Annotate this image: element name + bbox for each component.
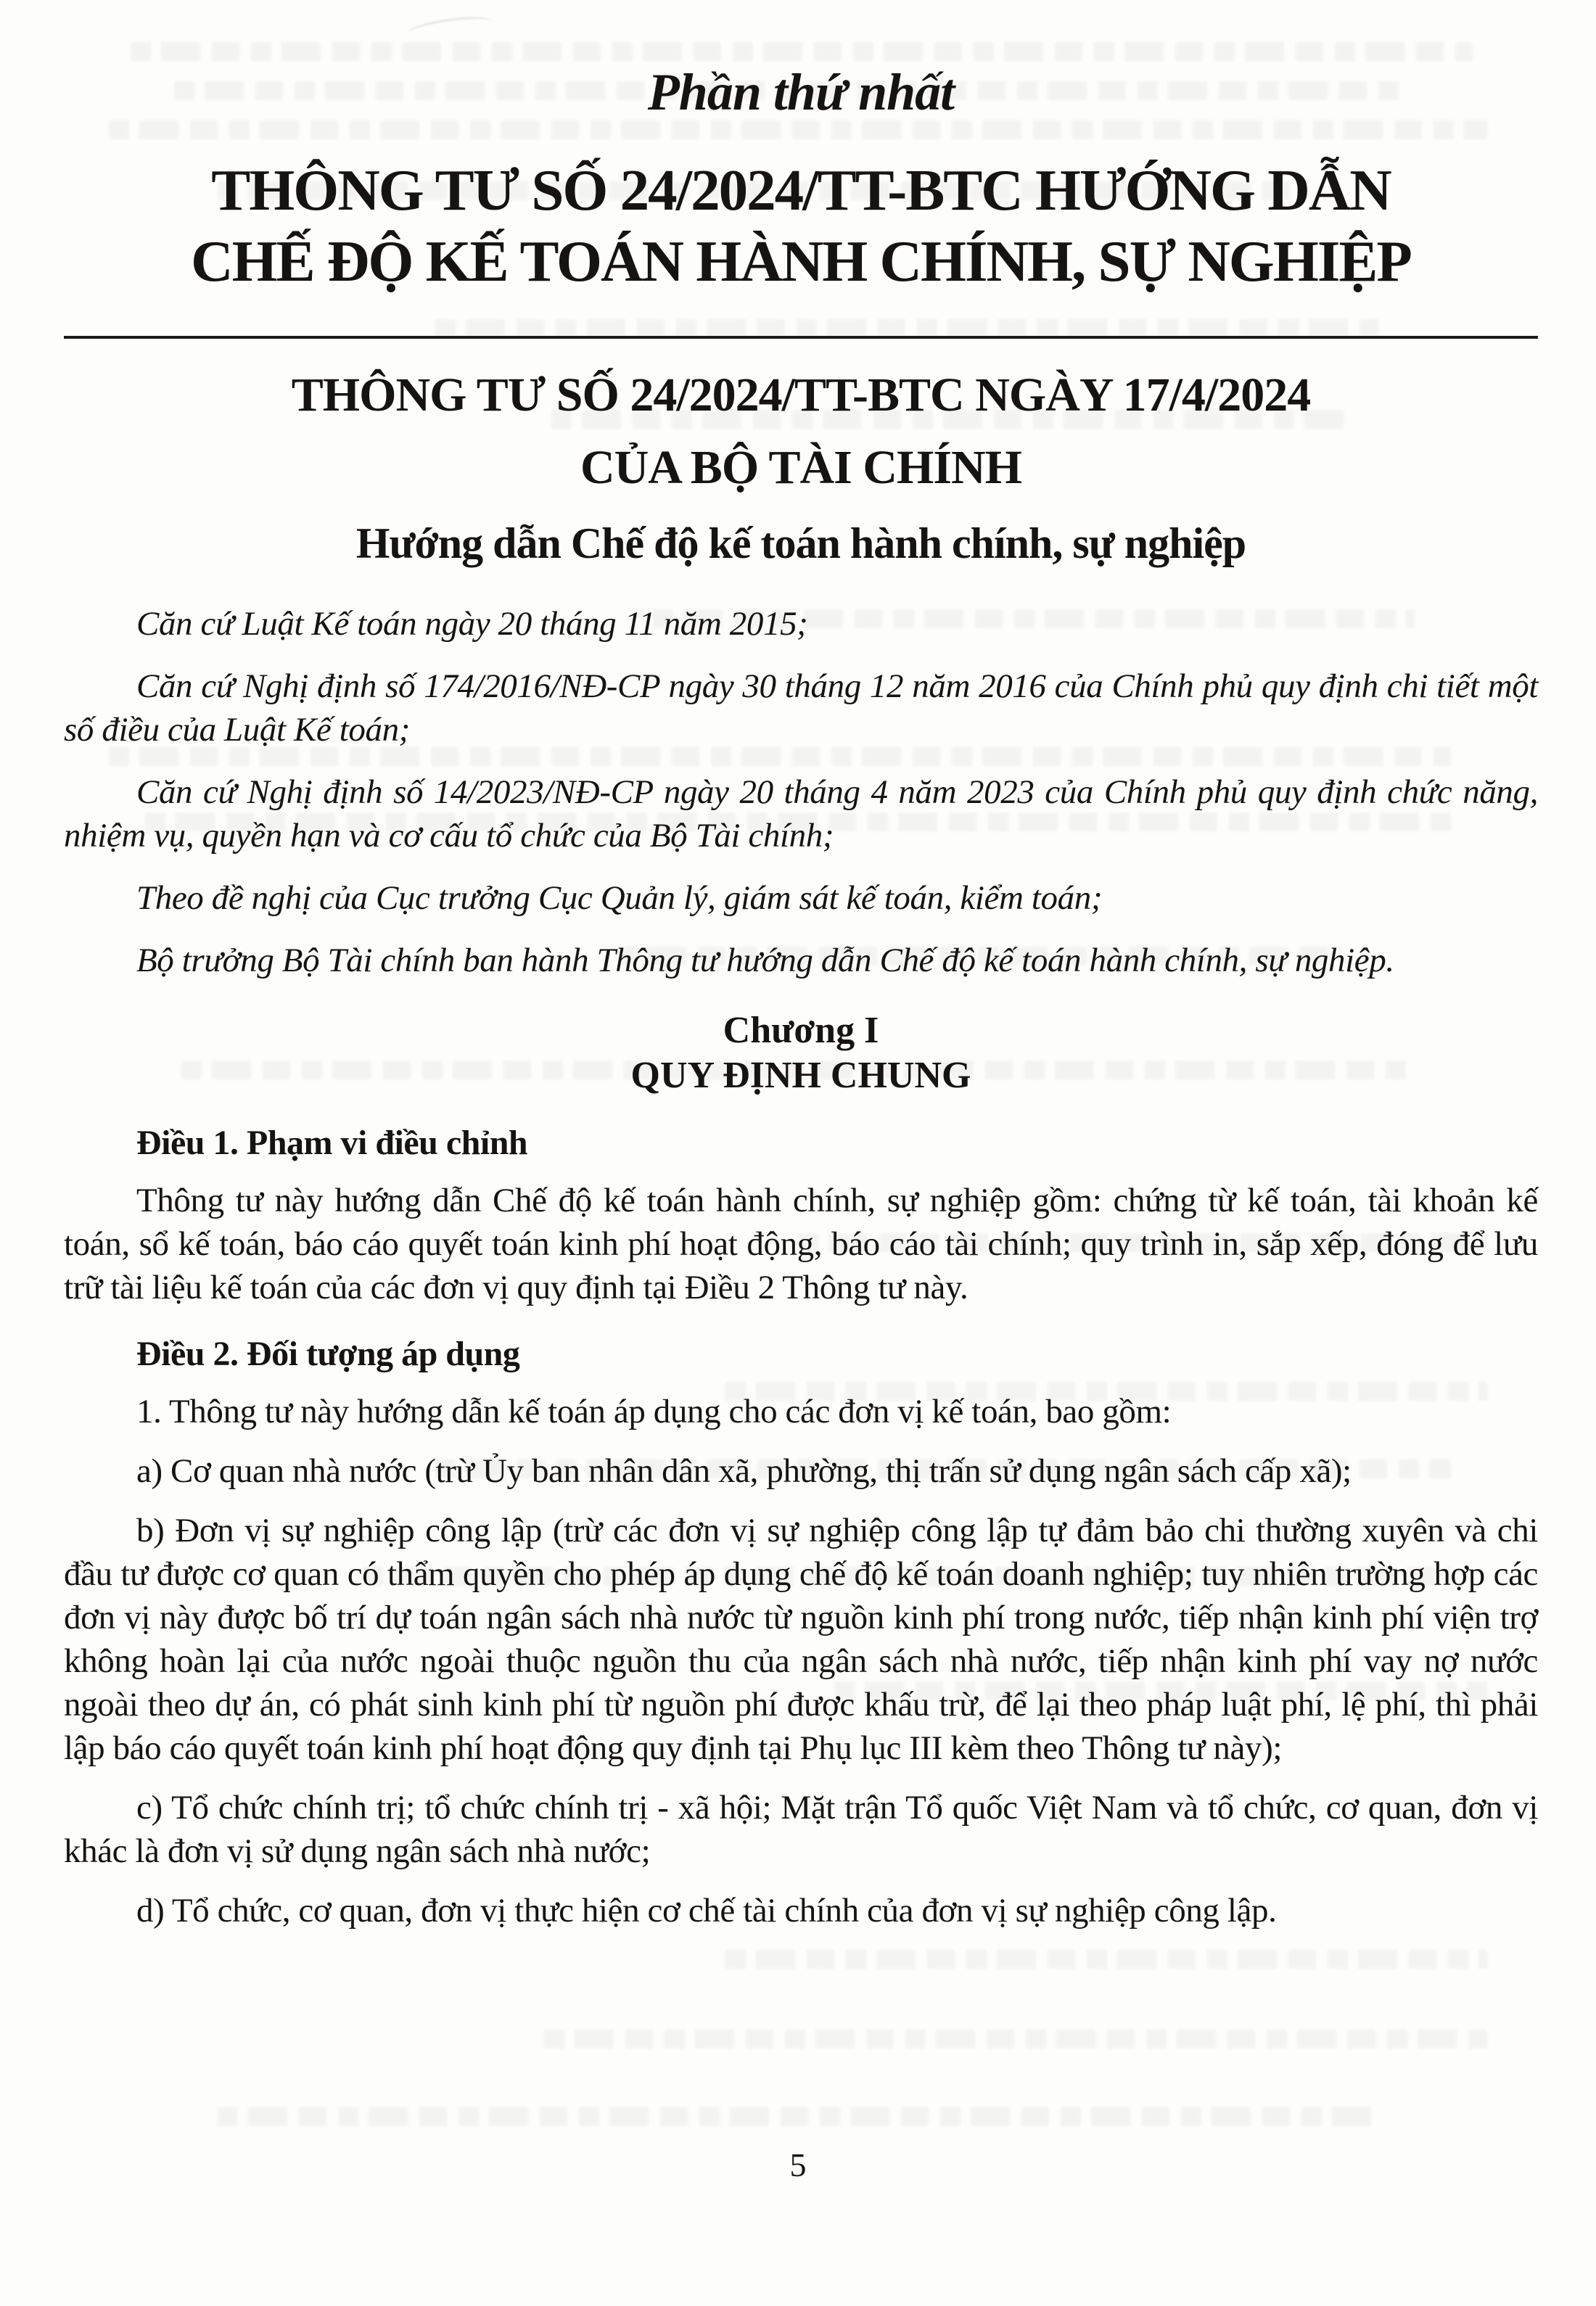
preamble-paragraph: Căn cứ Luật Kế toán ngày 20 tháng 11 năm 2015; [136,605,808,643]
body-paragraph: 1. Thông tư này hướng dẫn kế toán áp dụng cho các đơn vị kế toán, bao gồm: [136,1393,1172,1431]
subtitle-issuer: CỦA BỘ TÀI CHÍNH [580,441,1022,495]
subtitle-number-date: THÔNG TƯ SỐ 24/2024/TT-BTC NGÀY 17/4/2024 [291,368,1311,422]
document-subtitle [64,368,1538,569]
preamble-paragraph: Theo đề nghị của Cục trưởng Cục Quản lý, giám sát kế toán, kiểm toán; [136,879,1103,918]
body-paragraph: b) Đơn vị sự nghiệp công lập (trừ các đơn vị sự nghiệp công lập tự đảm bảo chi thường xuyên và chi đầu tư được cơ quan có thẩm quyền cho phép áp dụng chế độ kế toán doanh nghiệp; tuy nhiên trường hợp các đơn vị này được bố trí dự toán ngân sách nhà nước từ nguồn kinh phí trong nước, tiếp nhận kinh phí viện trợ không hoàn lại của nước ngoài thuộc nguồn thu của ngân sách nhà nước, tiếp nhận kinh phí vay nợ nước ngoài theo dự án, có phát sinh kinh phí từ nguồn phí được khấu trừ, để lại theo pháp luật phí, lệ phí, thì phải lập báo cáo quyết toán kinh phí hoạt động quy định tại Phụ lục III kèm theo Thông tư này); [64,1512,1538,1768]
body-paragraph: a) Cơ quan nhà nước (trừ Ủy ban nhân dân xã, phường, thị trấn sử dụng ngân sách cấp xã); [136,1452,1352,1491]
chapter-title: QUY ĐỊNH CHUNG [630,1055,971,1097]
body-paragraph: Thông tư này hướng dẫn Chế độ kế toán hành chính, sự nghiệp gồm: chứng từ kế toán, tài khoản kế toán, sổ kế toán, báo cáo quyết toán kinh phí hoạt động, báo cáo tài chính; quy trình in, sắp xếp, đóng để lưu trữ tài liệu kế toán của các đơn vị quy định tại Điều 2 Thông tư này. [64,1182,1538,1307]
article-1 [64,1123,1538,1309]
document-title-line2: CHẾ ĐỘ KẾ TOÁN HÀNH CHÍNH, SỰ NGHIỆP [191,228,1411,294]
title-underline-rule [64,336,1538,339]
document-content [64,0,1538,1948]
article-1-body [64,1179,1538,1309]
document-title [64,155,1538,297]
bleed-through-artifact [725,1950,1487,1969]
preamble-paragraph: Căn cứ Nghị định số 174/2016/NĐ-CP ngày 30 tháng 12 năm 2016 của Chính phủ quy định chi tiết một số điều của Luật Kế toán; [64,667,1538,749]
document-title-line1: THÔNG TƯ SỐ 24/2024/TT-BTC HƯỚNG DẪN [211,157,1391,223]
preamble-paragraph: Bộ trưởng Bộ Tài chính ban hành Thông tư hướng dẫn Chế độ kế toán hành chính, sự nghiệp. [136,942,1394,980]
body-paragraph: c) Tổ chức chính trị; tổ chức chính trị - xã hội; Mặt trận Tổ quốc Việt Nam và tổ chức, cơ quan, đơn vị khác là đơn vị sử dụng ngân sách nhà nước; [64,1789,1538,1871]
bleed-through-artifact [218,2107,1378,2126]
preamble-section [64,602,1538,982]
subtitle-description: Hướng dẫn Chế độ kế toán hành chính, sự nghiệp [355,519,1246,568]
bleed-through-artifact [544,2030,1487,2048]
chapter-label: Chương I [723,1010,879,1052]
article-2 [64,1334,1538,1932]
preamble-paragraph: Căn cứ Nghị định số 14/2023/NĐ-CP ngày 20 tháng 4 năm 2023 của Chính phủ quy định chức năng, nhiệm vụ, quyền hạn và cơ cấu tổ chức của Bộ Tài chính; [64,773,1538,855]
body-paragraph: d) Tổ chức, cơ quan, đơn vị thực hiện cơ chế tài chính của đơn vị sự nghiệp công lập. [136,1892,1277,1930]
article-2-body [64,1390,1538,1932]
chapter-heading [64,1008,1538,1098]
article-1-heading: Điều 1. Phạm vi điều chỉnh [136,1124,528,1163]
part-heading: Phần thứ nhất [647,63,955,121]
page-number: 5 [789,2146,807,2183]
article-2-heading: Điều 2. Đối tượng áp dụng [136,1335,520,1374]
